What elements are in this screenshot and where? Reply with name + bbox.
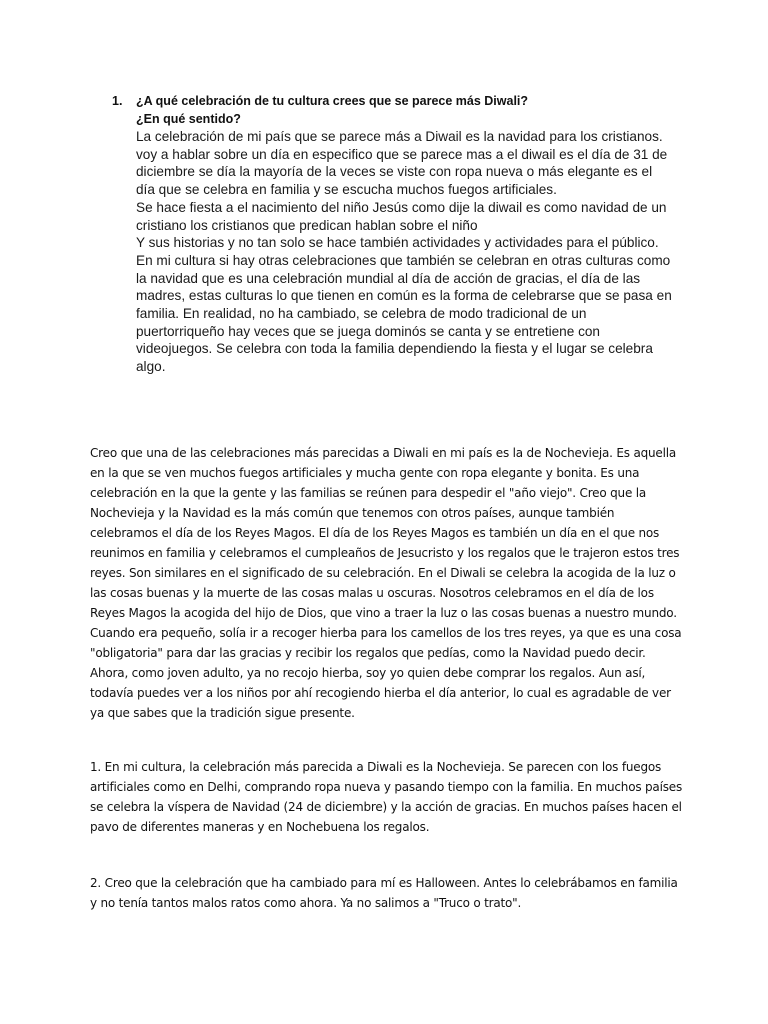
question-title-line-2: ¿En qué sentido? [136,112,241,126]
answer-paragraph-3: Y sus historias y no tan solo se hace también actividades y actividades para el público. En mi cultura si hay otras celebraciones que también se celebran en otras culturas como la navidad que es una celebración mundial al día de acción de gracias, el día de las madres, estas culturas lo que tienen en común es la forma de celebrarse que se pasa en familia. En realidad, no ha cambiado, se celebra de modo tradicional de un puertorriqueño hay veces que se juega dominós se canta y se entretiene con videojuegos. Se celebra con toda la familia dependiendo la fiesta y el lugar se celebra algo. [136,235,672,375]
answer-1-paragraph: 1. En mi cultura, la celebración más parecida a Diwali es la Nochevieja. Se parecen con los fuegos artificiales como en Delhi, comprando ropa nueva y pasando tiempo con la familia. En muchos países se celebra la víspera de Navidad (24 de diciembre) y la acción de gracias. En muchos países hacen el pavo de diferentes maneras y en Nochebuena los regalos. [90,760,683,834]
answer-1-section [90,757,684,837]
question-1-heading [112,92,672,128]
question-1-answer [136,128,672,376]
essay-section [90,443,684,723]
answer-2-section [90,873,684,913]
question-1-section [112,92,672,376]
answer-paragraph-2: Se hace fiesta a el nacimiento del niño Jesús como dije la diwail es como navidad de un cristiano los cristianos que predican hablan sobre el niño [136,199,667,233]
answer-paragraph-1: La celebración de mi país que se parece más a Diwail es la navidad para los cristianos. voy a hablar sobre un día en especifico que se parece mas a el diwail es el día de 31 de diciembre se día la mayoría de la veces se viste con ropa nueva o más elegante es el día que se celebra en familia y se escucha muchos fuegos artificiales. [136,129,668,198]
answer-2-paragraph: 2. Creo que la celebración que ha cambiado para mí es Halloween. Antes lo celebrábamos en familia y no tenía tantos malos ratos como ahora. Ya no salimos a "Truco o trato". [90,876,678,910]
question-title-line-1: ¿A qué celebración de tu cultura crees que se parece más Diwali? [136,94,529,108]
essay-paragraph: Creo que una de las celebraciones más parecidas a Diwali en mi país es la de Nochevieja. Es aquella en la que se ven muchos fuegos artificiales y mucha gente con ropa elegante y bonita. Es una celebración en la que la gente y las familias se reúnen para despedir el "año viejo". Creo que la Nochevieja y la Navidad es la más común que tenemos con otros países, aunque también celebramos el día de los Reyes Magos. El día de los Reyes Magos es también un día en el que nos reunimos en familia y celebramos el cumpleaños de Jesucristo y los regalos que le trajeron estos tres reyes. Son similares en el significado de su celebración. En el Diwali se celebra la acogida de la luz o las cosas buenas y la muerte de las cosas malas u oscuras. Nosotros celebramos en el día de los Reyes Magos la acogida del hijo de Dios, que vino a traer la luz o las cosas buenas a nuestro mundo. Cuando era pequeño, solía ir a recoger hierba para los camellos de los tres reyes, ya que es una cosa "obligatoria" para dar las gracias y recibir los regalos que pedías, como la Navidad puedo decir. Ahora, como joven adulto, ya no recojo hierba, soy yo quien debe comprar los regalos. Aun así, todavía puedes ver a los niños por ahí recogiendo hierba el día anterior, lo cual es agradable de ver ya que sabes que la tradición sigue presente. [90,446,682,720]
question-number: 1. [112,94,123,108]
